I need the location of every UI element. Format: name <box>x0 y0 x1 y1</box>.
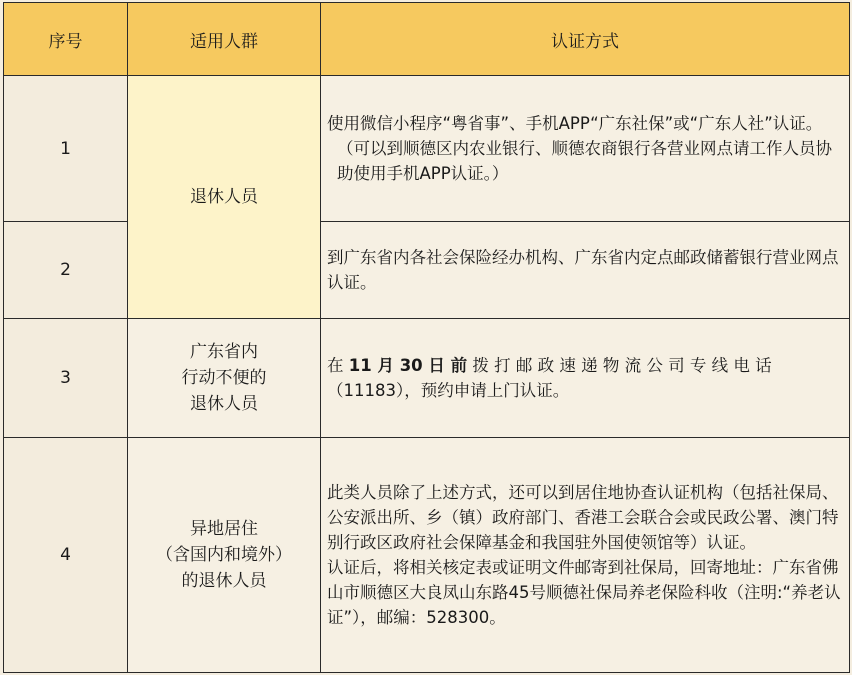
method-rest: 拨 打 邮 政 速 递 物 流 公 司 专 线 电 话（11183），预约申请上门认证。 <box>327 355 772 400</box>
row-method <box>321 318 850 437</box>
header-index: 序号 <box>4 3 128 76</box>
row-method <box>321 222 850 319</box>
group-line: 行动不便的 <box>181 367 267 388</box>
row-index: 1 <box>4 76 128 222</box>
table-row <box>4 437 850 672</box>
row-group <box>128 318 321 437</box>
method-main-text: 到广东省内各社会保险经办机构、广东省内定点邮政储蓄银行营业网点认证。 <box>327 248 839 293</box>
group-line: （含国内和境外） <box>156 544 292 565</box>
method-text <box>327 353 843 403</box>
method-note-text: （可以到顺德区内农业银行、顺德农商银行各营业网点请工作人员协助使用手机APP认证。） <box>337 139 832 184</box>
method-main-text: 使用微信小程序“粤省事”、手机APP“广东社保”或“广东人社”认证。 <box>327 114 823 134</box>
header-group: 适用人群 <box>128 3 321 76</box>
row-index: 2 <box>4 222 128 319</box>
row-index: 3 <box>4 318 128 437</box>
method-paragraph: 认证后，将相关核定表或证明文件邮寄到社保局，回寄地址：广东省佛山市顺德区大良凤山东路45号顺德社保局养老保险科收（注明:“养老认证”），邮编：528300。 <box>327 557 841 627</box>
method-paragraph: 此类人员除了上述方式，还可以到居住地协查认证机构（包括社保局、公安派出所、乡（镇）政府部门、香港工会联合会或民政公署、澳门特别行政区政府社会保障基金和我国驻外国使领馆等）认证。 <box>327 482 839 552</box>
deadline-date: 11 月 30 日 前 <box>348 355 468 375</box>
row-group: 退休人员 <box>128 76 321 318</box>
method-prefix: 在 <box>327 355 349 375</box>
row-method <box>321 76 850 222</box>
table-header-row <box>4 3 850 76</box>
header-method: 认证方式 <box>321 3 850 76</box>
group-line: 广东省内 <box>190 341 258 362</box>
group-line: 退休人员 <box>190 393 258 414</box>
table-row <box>4 76 850 222</box>
row-method <box>321 437 850 672</box>
table-row <box>4 318 850 437</box>
group-line: 的退休人员 <box>181 570 267 591</box>
row-index: 4 <box>4 437 128 672</box>
group-line: 异地居住 <box>190 518 258 539</box>
certification-table <box>3 2 850 673</box>
row-group <box>128 437 321 672</box>
